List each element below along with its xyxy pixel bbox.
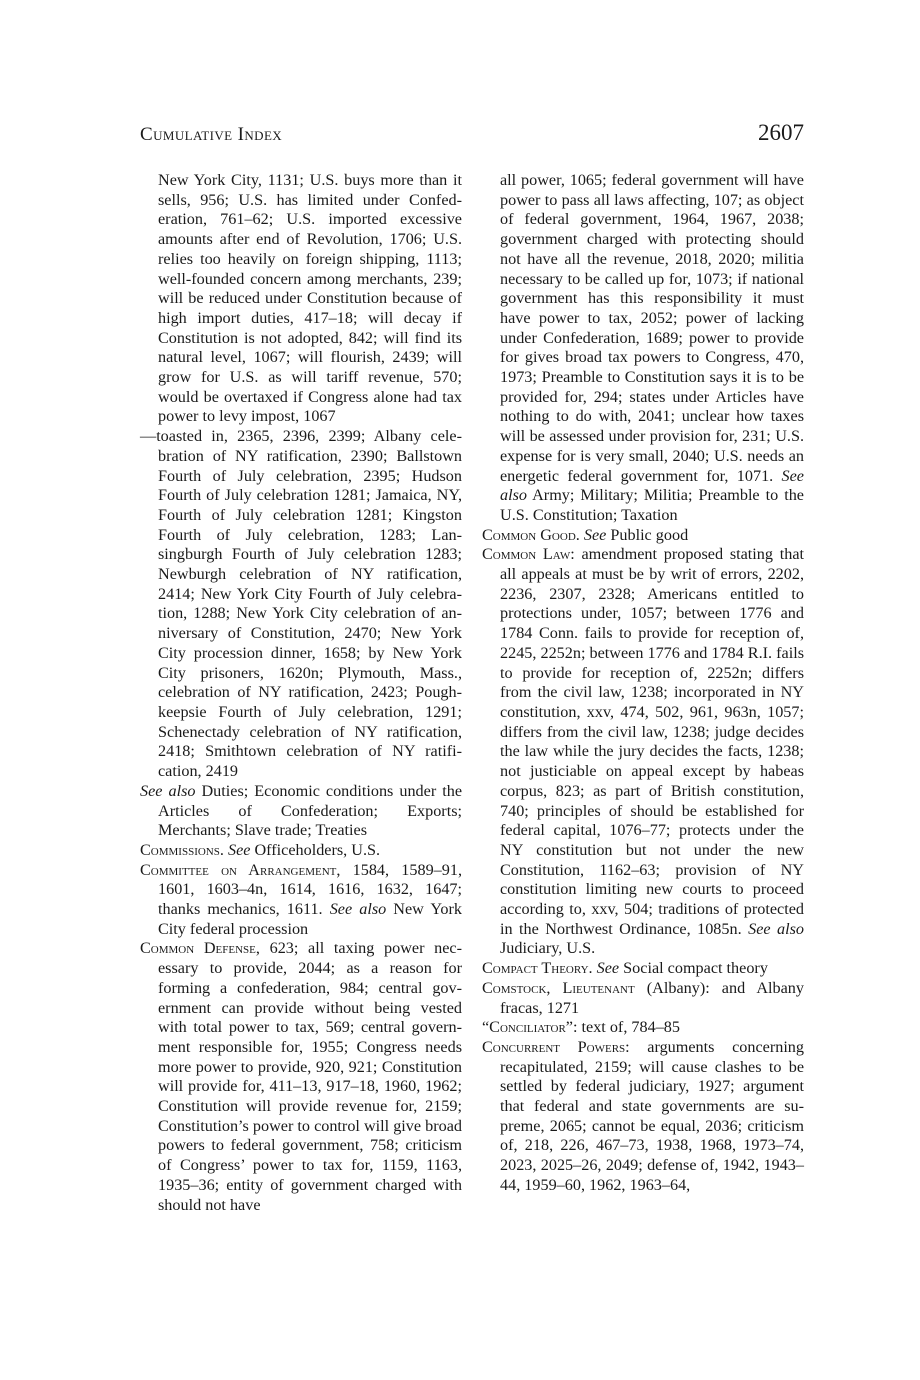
index-entry-common-good: Common Good. See Public good	[482, 525, 689, 544]
index-entry-commissions: Commissions. See Officeholders, U.S.	[140, 840, 381, 859]
index-entry-common-law: Common Law: amendment proposed stating that all appeals at must be by writ of errors, 2202, 2236, 2307, 2328; Americans entitled to protections under, 1057; between 1776 and 1784 Conn. fails to provide for reception of, 2245, 2252n; between 1776 and 1784 R.I. fails to provide for reception of, 2252n; differs from the civil law, 1238; incorporated in NY constitution, xxv, 474, 502, 961, 963n, 1057; differs from the civil law, 1238; judge decides the law while the jury decides the facts, 1238; not justiciable on appeal except by habeas corpus, 823; as part of British constitution, 740; principles of should be established for federal capital, 1076–77; protects under the NY constitution but not under the new Constitution, 1162–63; provision of NY constitution limiting new courts to proceed according to, xxv, 504; traditions of protected in the Northwest Ordinance, 1085n. See also Judiciary, U.S.	[482, 545, 805, 958]
right-column	[482, 171, 804, 1196]
index-entry-common-defense: Common Defense, 623; all taxing power necessary to provide, 2044; as a reason for forming a confederation, 984; central government can provide without being vested with total power to tax, 569; central government responsible for, 1955; Congress needs more power to provide, 920, 921; Constitution will provide for, 411–13, 917–18, 1960, 1962; Constitution will provide revenue for, 2159; Constitution’s power to control will give broad powers to federal government, 758; criticism of Congress’ power to tax for, 1159, 1163, 1935–36; entity of government charged with should not have	[140, 939, 462, 1214]
index-entry-compact-theory: Compact Theory. See Social compact theory	[482, 959, 768, 978]
running-head	[140, 120, 804, 154]
index-entry-concurrent-powers: Concurrent Powers: arguments concerning recapitulated, 2159; will cause clashes to be settled by federal judiciary, 1927; argument that federal and state governments are supreme, 2065; cannot be equal, 2036; criticism of, 218, 226, 467–73, 1938, 1968, 1973–74, 2023, 2025–26, 2049; defense of, 1942, 1943–44, 1959–60, 1962, 1963–64,	[482, 1037, 804, 1194]
index-entry-committee-on-arrangement: Committee on Arrangement, 1584, 1589–91, 1601, 1603–4n, 1614, 1616, 1632, 1647; thanks mechanics, 1611. See also New York City federal procession	[140, 860, 462, 938]
index-see-also: See also Duties; Economic conditions under the Articles of Confederation; Exports; Merchants; Slave trade; Treaties	[140, 781, 462, 840]
index-entry-continuation: all power, 1065; federal government will have power to pass all laws affecting, 107; as object of federal government, 1964, 1967, 2038; government charged with protecting should not have all the revenue, 2018, 2020; militia necessary to be called up for, 1073; if national government has this responsibility it must have power to tax, 2052; power of lacking under Confederation, 1689; power to provide for gives broad tax powers to Congress, 470, 1973; Preamble to Constitution says it is to be provided for, 294; states under Articles have nothing to do with, 2041; unclear how taxes will be assessed under provision for, 231; U.S. expense for is very small, 2040; U.S. needs an energetic federal government for, 1071. See also Army; Military; Militia; Preamble to the U.S. Constitution; Taxation	[500, 171, 804, 524]
index-entry-conciliator: “Conciliator”: text of, 784–85	[482, 1018, 680, 1037]
index-entry-comstock: Comstock, Lieutenant (Albany): and Albany fracas, 1271	[482, 978, 804, 1017]
page-number: 2607	[758, 120, 804, 145]
running-head-title: Cumulative Index	[140, 124, 283, 145]
index-subentry-toasted: —toasted in, 2365, 2396, 2399; Albany celebration of NY ratification, 2390; Ballstown Fourth of July celebration, 2395; Hudson Fourth of July celebration 1281; Jamaica, NY, Fourth of July celebration 1281; Kingston Fourth of July celebration, 1283; Lansingburgh Fourth of July celebration 1283; Newburgh celebration of NY ratification, 2414; New York City Fourth of July celebration, 1288; New York City celebration of anniversary of Constitution, 2470; New York City procession dinner, 1658; by New York City prisoners, 1620n; Plymouth, Mass., celebration of NY ratification, 2423; Poughkeepsie Fourth of July celebration, 1291; Schenectady celebration of NY ratification, 2418; Smithtown celebration of NY ratification, 2419	[140, 427, 462, 781]
index-entry-continuation: New York City, 1131; U.S. buys more than it sells, 956; U.S. has limited under Confederation, 761–62; U.S. imported excessive amounts after end of Revolution, 1706; U.S. relies too heavily on foreign shipping, 1113; well-founded concern among merchants, 239; will be reduced under Constitution because of high import duties, 417–18; will decay if Constitution is not adopted, 842; will find its natural level, 1067; will flourish, 2439; will grow for U.S. as will tariff revenue, 570; would be overtaxed if Congress alone had tax power to levy impost, 1067	[158, 171, 462, 426]
left-column	[140, 171, 462, 1215]
